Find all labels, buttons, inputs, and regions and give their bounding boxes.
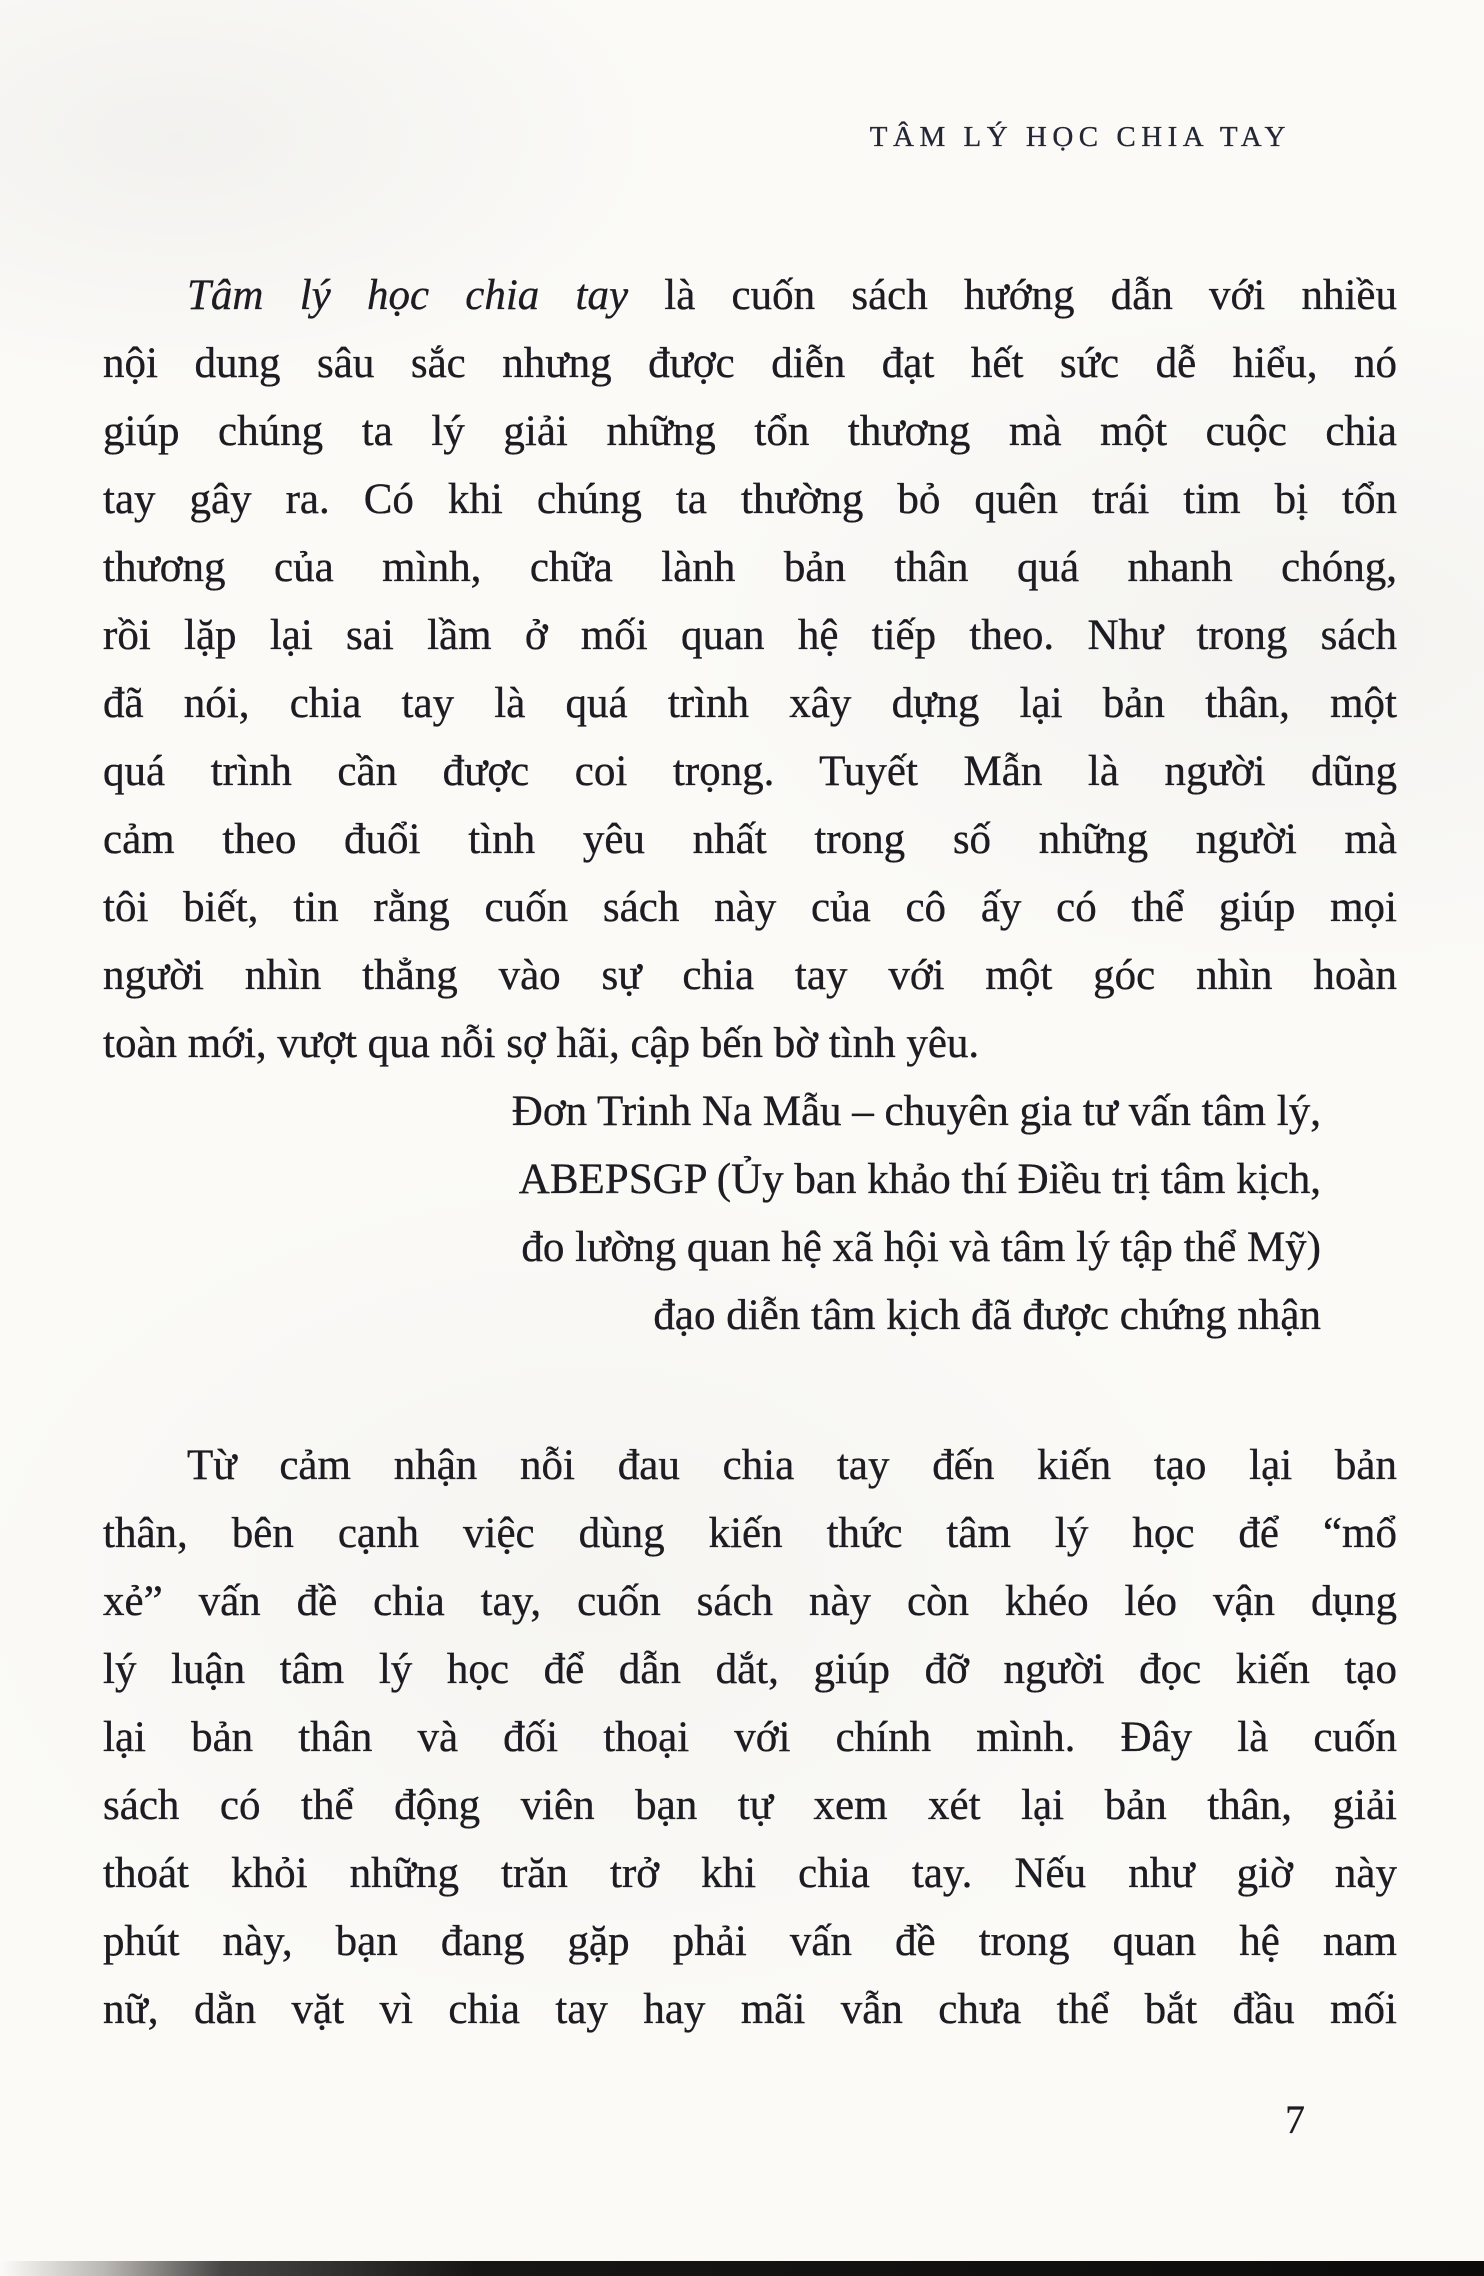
page-number: 7 (1285, 2097, 1305, 2142)
paragraph-2 (103, 1432, 1397, 2044)
text-line: cảm theo đuổi tình yêu nhất trong số những người mà (103, 816, 1397, 863)
text-line: quá trình cần được coi trọng. Tuyết Mẫn là người dũng (103, 748, 1397, 795)
text-line: lý luận tâm lý học để dẫn dắt, giúp đỡ người đọc kiến tạo (103, 1646, 1397, 1693)
text-line: tay gây ra. Có khi chúng ta thường bỏ quên trái tim bị tổn (103, 476, 1397, 523)
text-block (103, 262, 1397, 2044)
book-title-italic: Tâm lý học chia tay (187, 272, 629, 319)
paragraph-2-lines (103, 1432, 1397, 2044)
text-line: Từ cảm nhận nỗi đau chia tay đến kiến tạo lại bản (187, 1442, 1397, 1489)
text-line: đạo diễn tâm kịch đã được chứng nhận (653, 1292, 1321, 1339)
paragraph-1 (103, 262, 1397, 1078)
text-line: thân, bên cạnh việc dùng kiến thức tâm lý học để “mổ (103, 1510, 1397, 1557)
text-line: Đơn Trinh Na Mẫu – chuyên gia tư vấn tâm lý, (511, 1088, 1321, 1135)
text-line: tôi biết, tin rằng cuốn sách này của cô ấy có thể giúp mọi (103, 884, 1397, 931)
paragraph-1-lines (103, 330, 1397, 1078)
scan-edge-shadow (0, 2261, 1484, 2276)
text-line: nội dung sâu sắc nhưng được diễn đạt hết sức dễ hiểu, nó (103, 340, 1397, 387)
text-line: đo lường quan hệ xã hội và tâm lý tập thể Mỹ) (521, 1224, 1321, 1271)
text-line: nữ, dằn vặt vì chia tay hay mãi vẫn chưa thể bắt đầu mối (103, 1986, 1397, 2033)
text-line: ABEPSGP (Ủy ban khảo thí Điều trị tâm kịch, (518, 1156, 1321, 1203)
text-line: người nhìn thẳng vào sự chia tay với một góc nhìn hoàn (103, 952, 1397, 999)
text-line-first (103, 262, 1397, 330)
text-line: lại bản thân và đối thoại với chính mình. Đây là cuốn (103, 1714, 1397, 1761)
running-head: TÂM LÝ HỌC CHIA TAY (869, 121, 1291, 153)
attribution-lines (103, 1078, 1397, 1350)
text-line: rồi lặp lại sai lầm ở mối quan hệ tiếp theo. Như trong sách (103, 612, 1397, 659)
text-line: thương của mình, chữa lành bản thân quá nhanh chóng, (103, 544, 1397, 591)
text-line: xẻ” vấn đề chia tay, cuốn sách này còn khéo léo vận dụng (103, 1578, 1397, 1625)
text-run: là cuốn sách hướng dẫn với nhiều (628, 272, 1398, 319)
text-line: sách có thể động viên bạn tự xem xét lại bản thân, giải (103, 1782, 1397, 1829)
text-line: phút này, bạn đang gặp phải vấn đề trong quan hệ nam (103, 1918, 1397, 1965)
attribution-block (103, 1078, 1397, 1350)
text-line: giúp chúng ta lý giải những tổn thương mà một cuộc chia (103, 408, 1397, 455)
text-line: đã nói, chia tay là quá trình xây dựng lại bản thân, một (103, 680, 1397, 727)
text-line: toàn mới, vượt qua nỗi sợ hãi, cập bến bờ tình yêu. (103, 1020, 980, 1067)
text-line: thoát khỏi những trăn trở khi chia tay. Nếu như giờ này (103, 1850, 1397, 1897)
